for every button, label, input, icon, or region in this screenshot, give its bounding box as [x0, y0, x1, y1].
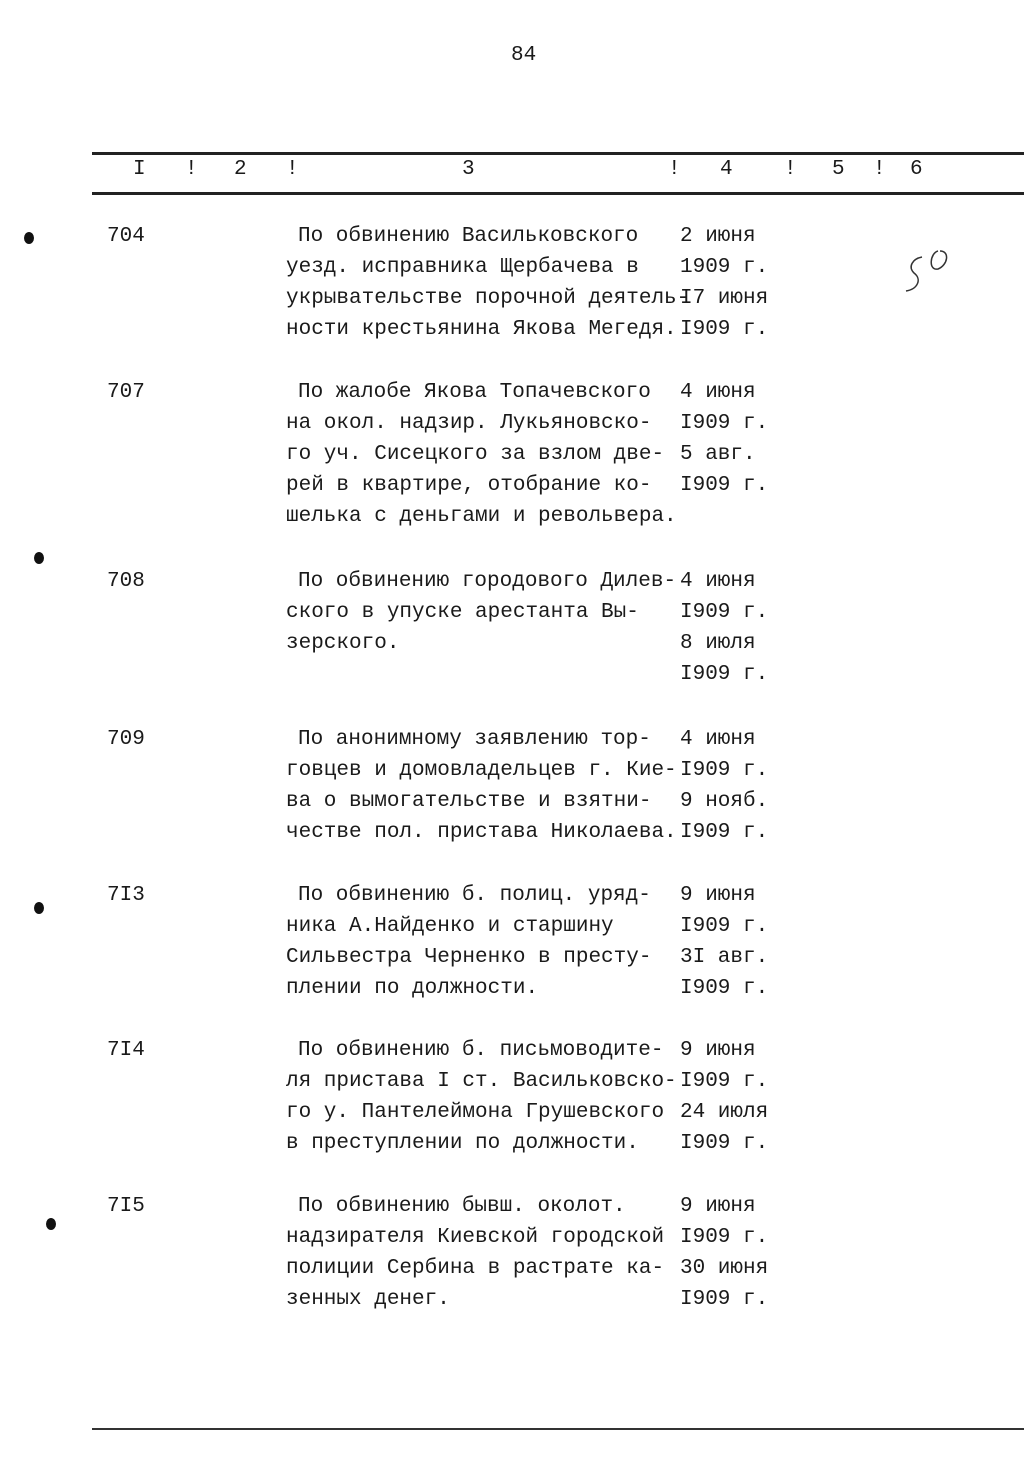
description-line: рей в квартире, отобрание ко-: [286, 474, 652, 497]
record-description: [286, 1035, 677, 1159]
description-line: По обвинению Васильковского: [298, 225, 639, 248]
record-description: [286, 221, 689, 345]
description-line: ника А.Найденко и старшину: [286, 915, 614, 938]
date-line: I909 г.: [680, 601, 769, 624]
record-dates: [680, 1191, 768, 1315]
date-line: 3I авг.: [680, 946, 769, 969]
description-line: зерского.: [286, 632, 400, 655]
date-line: I909 г.: [680, 1288, 769, 1311]
date-line: 4 июня: [680, 570, 756, 593]
date-line: 9 июня: [680, 1195, 756, 1218]
header-bottom-rule: [92, 192, 1024, 195]
date-line: 5 авг.: [680, 443, 756, 466]
record-dates: [680, 724, 768, 848]
record-description: [286, 880, 651, 1004]
description-line: По обвинению б. письмоводите-: [298, 1039, 664, 1062]
column-separator: !: [873, 158, 886, 181]
description-line: По обвинению городового Дилев-: [298, 570, 677, 593]
description-line: ва о вымогательстве и взятни-: [286, 790, 652, 813]
date-line: I909 г.: [680, 1226, 769, 1249]
date-line: I7 июня: [680, 287, 769, 310]
date-line: I909 г.: [680, 977, 769, 1000]
description-line: По обвинению б. полиц. уряд-: [298, 884, 651, 907]
description-line: Сильвестра Черненко в престу-: [286, 946, 652, 969]
column-header: 5: [832, 158, 845, 181]
record-description: [286, 1191, 664, 1315]
description-line: По анонимному заявлению тор-: [298, 728, 651, 751]
description-line: го у. Пантелеймона Грушевского: [286, 1101, 665, 1124]
description-line: в преступлении по должности.: [286, 1132, 639, 1155]
date-line: I909 г.: [680, 1070, 769, 1093]
date-line: 4 июня: [680, 381, 756, 404]
date-line: 9 июня: [680, 1039, 756, 1062]
column-header: I: [133, 158, 146, 181]
date-line: 24 июля: [680, 1101, 769, 1124]
bottom-rule: [92, 1428, 1024, 1430]
record-number: 704: [107, 225, 145, 248]
description-line: укрывательстве порочной деятель-: [286, 287, 690, 310]
record-dates: [680, 1035, 768, 1159]
date-line: I909 г.: [680, 412, 769, 435]
date-line: I909 г.: [680, 915, 769, 938]
description-line: полиции Сербина в растрате ка-: [286, 1257, 665, 1280]
date-line: 9 нояб.: [680, 790, 769, 813]
column-separator: !: [784, 158, 797, 181]
description-line: уезд. исправника Щербачева в: [286, 256, 639, 279]
date-line: 9 июня: [680, 884, 756, 907]
column-header: 4: [720, 158, 733, 181]
description-line: плении по должности.: [286, 977, 539, 1000]
description-line: надзирателя Киевской городской: [286, 1226, 665, 1249]
column-header: 2: [234, 158, 247, 181]
date-line: 2 июня: [680, 225, 756, 248]
record-description: [286, 377, 677, 532]
record-number: 7I3: [107, 884, 145, 907]
column-separator: !: [185, 158, 198, 181]
description-line: честве пол. пристава Николаева.: [286, 821, 677, 844]
description-line: ского в упуске арестанта Вы-: [286, 601, 639, 624]
page-number: 84: [511, 44, 537, 67]
description-line: ности крестьянина Якова Мегедя.: [286, 318, 677, 341]
date-line: 8 июля: [680, 632, 756, 655]
date-line: 4 июня: [680, 728, 756, 751]
column-separator: !: [286, 158, 299, 181]
description-line: на окол. надзир. Лукьяновско-: [286, 412, 652, 435]
date-line: I909 г.: [680, 821, 769, 844]
punch-hole: [24, 232, 34, 244]
description-line: го уч. Сисецкого за взлом две-: [286, 443, 665, 466]
description-line: говцев и домовладельцев г. Кие-: [286, 759, 677, 782]
record-number: 7I5: [107, 1195, 145, 1218]
description-line: ля пристава I ст. Васильковско-: [286, 1070, 677, 1093]
record-number: 709: [107, 728, 145, 751]
punch-hole: [34, 902, 44, 914]
record-dates: [680, 221, 768, 345]
date-line: I909 г.: [680, 1132, 769, 1155]
record-number: 708: [107, 570, 145, 593]
header-top-rule: [92, 152, 1024, 155]
date-line: 1909 г.: [680, 256, 769, 279]
column-header: 6: [910, 158, 923, 181]
column-separator: !: [668, 158, 681, 181]
record-description: [286, 724, 677, 848]
date-line: I909 г.: [680, 474, 769, 497]
handwritten-folio-number: [900, 245, 970, 305]
column-header: 3: [462, 158, 475, 181]
record-dates: [680, 566, 768, 690]
date-line: I909 г.: [680, 318, 769, 341]
description-line: По обвинению бывш. околот.: [298, 1195, 626, 1218]
record-dates: [680, 377, 768, 501]
description-line: шелька с деньгами и револьвера.: [286, 505, 677, 528]
punch-hole: [46, 1218, 56, 1230]
date-line: 30 июня: [680, 1257, 769, 1280]
description-line: зенных денег.: [286, 1288, 450, 1311]
description-line: По жалобе Якова Топачевского: [298, 381, 651, 404]
record-description: [286, 566, 676, 659]
record-number: 7I4: [107, 1039, 145, 1062]
date-line: I909 г.: [680, 759, 769, 782]
record-dates: [680, 880, 768, 1004]
date-line: I909 г.: [680, 663, 769, 686]
record-number: 707: [107, 381, 145, 404]
punch-hole: [34, 552, 44, 564]
